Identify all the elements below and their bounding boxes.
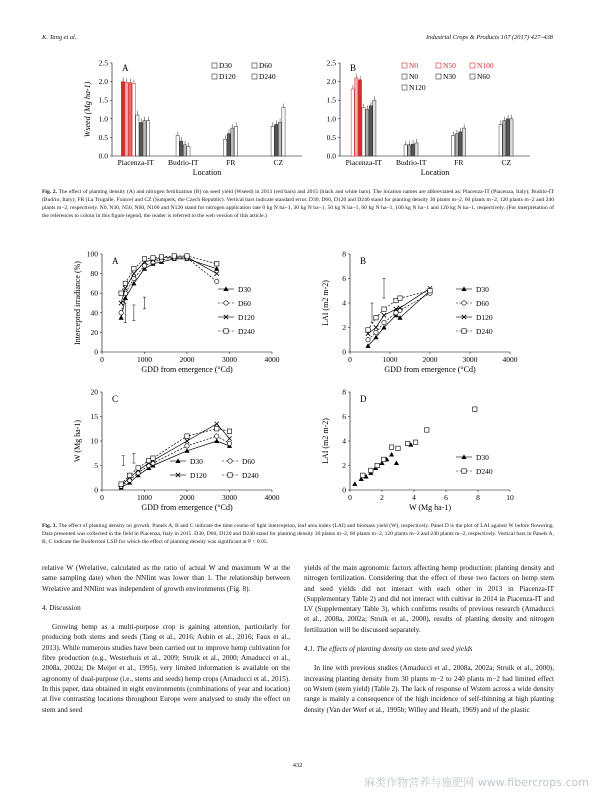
data-point: [123, 286, 127, 290]
x-tick-label: 1000: [137, 355, 152, 364]
data-point: [119, 482, 123, 486]
y-tick-label: 1.5: [98, 95, 108, 105]
lsd-bar: [132, 305, 135, 321]
data-point: [136, 466, 140, 470]
legend-label: D30: [238, 285, 251, 294]
section-heading: 4. Discussion: [42, 603, 81, 612]
bar: [271, 126, 274, 156]
x-tick-label: 1000: [382, 355, 398, 364]
y-tick-label: 80: [90, 269, 98, 279]
x-tick-label: 2000: [422, 355, 438, 364]
x-axis-label: GDD from emergence (°Cd): [384, 365, 476, 374]
figure-3-caption: [42, 522, 554, 546]
legend-label: D60: [259, 61, 272, 70]
data-point: [215, 422, 219, 426]
series-line: [121, 256, 217, 293]
x-tick-label: 10: [506, 493, 514, 502]
y-tick-label: 100: [86, 249, 98, 259]
data-point: [172, 254, 176, 258]
x-tick-label: 0: [348, 355, 352, 364]
bar: [503, 121, 506, 156]
category-label: Piacenza-IT: [117, 158, 154, 167]
legend-swatch: [402, 74, 407, 79]
legend-label: D30: [219, 61, 232, 70]
legend-label: D60: [476, 299, 489, 308]
data-point: [398, 308, 402, 312]
data-point: [185, 439, 189, 443]
data-point: [132, 267, 136, 271]
y-tick-label: 0.5: [326, 132, 336, 142]
fig3-panel-B: [321, 250, 518, 375]
data-point: [159, 255, 163, 259]
x-tick-label: 0: [100, 493, 104, 502]
data-point: [425, 428, 429, 432]
category-label: CZ: [501, 158, 512, 167]
legend-swatch: [402, 85, 407, 90]
legend: [212, 61, 276, 81]
category-label: Budrio-IT: [396, 158, 427, 167]
figure-2: [60, 48, 540, 188]
running-header-right: Industrial Crops & Products 107 (2017) 427–438: [426, 34, 553, 41]
data-point: [382, 320, 386, 324]
legend-label: D60: [238, 299, 251, 308]
data-point: [405, 441, 409, 445]
legend-label: D120: [219, 72, 236, 81]
panel-label: B: [360, 256, 367, 266]
lsd-bar: [383, 279, 386, 299]
bar: [139, 123, 142, 156]
data-point: [185, 444, 189, 448]
figure-2-caption-text: The effect of planting density (A) and nitrogen fertilization (B) on seed yield (Wseed) in 2013 (red bars) and 2015 (black and white bars). The location names are abbreviated as: Piacenza-IT (Piacenza, Italy); Budrio-IT (Budrio, Italy); FR (La Trugalle, France) and CZ (Sumperk, the Czech Republic). Vertical bars indicate standard error. D30, D60, D120 and D240 stand for planting density 30 plants m−2, 60 plants m−2, 120 plants m−2 and 240 plants m−2, respectively. N0, N30, N50, N60, N100 and N120 stand for nitrogen application rate 0 kg N ha−1, 30 kg N ha−1, 50 kg N ha−1, 60 kg N ha−1, 100 kg N ha−1 and 120 kg N ha−1, respectively. (For interpretation of the references to colour in this figure legend, the reader is referred to the web version of this article.): [42, 189, 554, 219]
x-tick-label: 2: [380, 493, 384, 502]
series-D240: [361, 407, 477, 478]
y-tick-label: 0.5: [98, 132, 108, 142]
lsd-bar: [122, 456, 125, 466]
fig3-panel-C: [73, 388, 280, 513]
legend-label: N0: [409, 72, 419, 81]
bar: [282, 108, 285, 156]
legend: [170, 457, 259, 480]
data-point: [413, 440, 417, 444]
x-tick-label: 0: [100, 355, 104, 364]
data-point: [119, 301, 123, 305]
legend-swatch: [470, 63, 475, 68]
bar: [452, 136, 455, 156]
y-tick-label: 2: [342, 461, 346, 470]
fig2-panel-A: [83, 59, 302, 178]
panel-label: A: [112, 256, 119, 266]
bar: [411, 144, 414, 156]
x-tick-label: 2000: [179, 355, 195, 364]
figure-3: [60, 240, 540, 522]
bar: [455, 134, 458, 156]
bar: [366, 110, 369, 157]
data-point: [394, 311, 398, 315]
data-point: [366, 328, 370, 332]
x-axis-label: GDD from emergence (°Cd): [141, 503, 233, 512]
bar: [415, 143, 418, 156]
legend-swatch: [470, 74, 475, 79]
data-point: [215, 262, 219, 266]
bar: [499, 124, 502, 156]
figure-2-caption-label: Fig. 2.: [42, 189, 57, 195]
y-tick-label: 8: [342, 387, 346, 397]
y-axis-label: Intercepted irradiance (%): [73, 261, 82, 345]
legend-swatch: [252, 63, 257, 68]
figure-3-caption-label: Fig. 3.: [42, 523, 57, 529]
y-axis-label: LAI (m2 m-2): [321, 280, 330, 326]
series-D30: [352, 442, 413, 486]
x-tick-label: 4000: [264, 355, 280, 364]
legend-label: N100: [477, 61, 494, 70]
legend: [402, 61, 494, 92]
x-tick-label: 3000: [222, 493, 237, 502]
data-point: [396, 446, 400, 450]
bar: [351, 89, 354, 156]
legend-label: N120: [409, 83, 426, 92]
bar: [373, 100, 376, 156]
bar: [187, 147, 190, 156]
x-tick-label: 4000: [502, 355, 518, 364]
legend-label: D30: [476, 285, 489, 294]
legend-label: D240: [238, 327, 255, 336]
y-axis-label: W (Mg ha-1): [73, 419, 82, 463]
data-point: [382, 307, 386, 311]
data-point: [462, 301, 466, 305]
data-point: [228, 473, 232, 477]
y-tick-label: 20: [90, 387, 98, 397]
data-point: [119, 311, 123, 315]
legend-swatch: [436, 63, 441, 68]
paragraph: relative W (Wrelative, calculated as the ratio of actual W and maximum W at the same sampling date) when the NNIint was lower than 1. The relationship between Wrelative and NNIint was independent of growth environments (Fig. 8).: [42, 564, 290, 593]
series-D30: [119, 438, 233, 489]
bar: [183, 145, 186, 156]
x-tick-label: 1000: [137, 493, 152, 502]
bar: [355, 78, 358, 156]
data-point: [119, 315, 124, 320]
figure-2-caption: [42, 188, 554, 220]
y-tick-label: 0: [342, 347, 346, 357]
lsd-bar: [143, 297, 146, 309]
legend: [456, 453, 493, 476]
legend-label: D240: [242, 471, 259, 480]
data-point: [361, 473, 365, 477]
x-tick-label: 3000: [222, 355, 237, 364]
bar: [510, 119, 513, 156]
legend-label: D120: [238, 313, 255, 322]
running-header-left: K. Tang et al.: [42, 34, 77, 41]
data-point: [375, 463, 379, 467]
bar: [224, 139, 227, 156]
data-point: [142, 257, 146, 261]
y-tick-label: 0.0: [98, 151, 108, 161]
data-point: [119, 291, 123, 295]
bar: [369, 106, 372, 156]
x-axis-label: Location: [192, 168, 222, 177]
legend: [456, 285, 493, 336]
x-tick-label: 4: [412, 493, 416, 502]
legend-swatch: [436, 74, 441, 79]
y-tick-label: 2.0: [326, 77, 336, 87]
data-point: [389, 452, 394, 457]
y-tick-label: 4: [342, 298, 346, 308]
x-axis-label: GDD from emergence (°Cd): [141, 365, 233, 374]
category-label: CZ: [273, 158, 284, 167]
bar: [362, 108, 365, 156]
data-point: [224, 329, 228, 333]
panel-label: A: [122, 63, 129, 73]
bar: [275, 124, 278, 156]
bar: [462, 128, 465, 156]
bar: [408, 145, 411, 156]
y-tick-label: 40: [90, 308, 98, 318]
y-tick-label: 8: [342, 249, 346, 259]
watermark: 麻类作物营养与施肥网 www.fibercrops.com: [364, 776, 589, 789]
data-point: [151, 456, 155, 460]
bar: [147, 121, 150, 156]
y-tick-label: 0: [94, 485, 98, 495]
data-point: [227, 436, 231, 440]
x-tick-label: 0: [348, 493, 352, 502]
data-point: [215, 434, 219, 438]
x-tick-label: 6: [444, 493, 448, 502]
y-tick-label: 15: [90, 412, 98, 421]
data-point: [352, 481, 357, 486]
x-tick-label: 8: [476, 493, 480, 502]
paragraph: yields of the main agronomic factors affecting hemp production: planting density and nitrogen fertilization. Considering that the effect of these two factors on hemp stem and seed yields did not interact with each other in 2013 in Piacenza-IT (Supplementary Table 2) and did not interact with cultivar in 2014 in Piacenza-IT and LV (Supplementary Table 3), which confirms results of previous research (Amaducci et al., 2008a, 2002a; Struik et al., 2000), results of planting density and nitrogen fertilization will be discussed separately.: [304, 564, 554, 634]
paragraph: In line with previous studies (Amaducci et al., 2008a, 2002a; Struik et al., 2000), increasing planting density from 30 plants m−2 to 240 plants m−2 had limited effect on Wstem (stem yield) (Table 2). The lack of response of Wstem across a wide density range is mainly a consequence of the high incidence of self-thinning at high planting density (Van der Werf et al., 1995b; Willey and Heath, 1969) and of the plastic: [304, 664, 554, 714]
y-tick-label: 2.0: [98, 77, 108, 87]
y-axis-label: LAI (m2 m-2): [321, 418, 330, 464]
category-label: FR: [454, 158, 464, 167]
y-tick-label: 0: [342, 485, 346, 495]
bar: [404, 145, 407, 156]
bar: [143, 121, 146, 156]
data-point: [151, 256, 155, 260]
fig3-panel-D: [321, 388, 514, 513]
figure-3-caption-text: The effect of planting density on growth. Panels A, B and C indicate the time course of light interception, leaf area index (LAI) and biomass yield (W), respectively. Panel D is the plot of LAI against W before flowering. Data presented was collected in the field in Piacenza, Italy in 2015. D30, D60, D120 and D240 stand for planting density 30 plants m−2, 60 plants m−2, 120 plants m−2 and 240 plants m−2, respectively. Vertical bars in Panels A, B, C indicate the Bonferroni LSD for which the effect of planting density was significant at P < 0.05.: [42, 523, 554, 545]
x-tick-label: 4000: [264, 493, 280, 502]
y-tick-label: 60: [90, 288, 98, 298]
bar: [506, 119, 509, 156]
left-column: [42, 563, 290, 715]
y-tick-label: 0.0: [326, 151, 336, 161]
data-point: [131, 281, 136, 286]
bar: [121, 82, 124, 156]
data-point: [374, 316, 378, 320]
bar: [358, 80, 361, 156]
legend-label: D120: [190, 471, 207, 480]
data-point: [398, 296, 402, 300]
legend-swatch: [212, 63, 217, 68]
x-tick-label: 3000: [462, 355, 478, 364]
x-axis-label: W (Mg ha-1): [408, 503, 452, 512]
y-tick-label: 0: [94, 347, 98, 357]
legend-swatch: [252, 74, 257, 79]
bar: [132, 83, 135, 156]
legend-label: D120: [476, 313, 493, 322]
data-point: [227, 441, 231, 445]
data-point: [374, 330, 378, 334]
panel-label: B: [350, 63, 357, 73]
y-tick-label: 2: [342, 323, 346, 332]
y-tick-label: 1.0: [326, 114, 336, 124]
bar: [459, 132, 462, 156]
data-point: [185, 254, 189, 258]
data-point: [123, 281, 127, 285]
lsd-bar: [124, 303, 127, 323]
data-point: [369, 468, 373, 472]
data-point: [428, 289, 432, 293]
panel-label: D: [360, 394, 367, 404]
legend-label: N60: [477, 72, 490, 81]
bar: [231, 128, 234, 156]
data-point: [215, 271, 219, 275]
y-tick-label: 2.5: [326, 58, 336, 68]
data-point: [228, 459, 232, 463]
data-point: [214, 438, 219, 443]
legend-swatch: [212, 74, 217, 79]
panel-label: C: [112, 394, 119, 404]
y-tick-label: 10: [90, 436, 98, 446]
bar: [278, 123, 281, 156]
bar: [136, 115, 139, 156]
legend-label: N50: [443, 61, 456, 70]
y-tick-label: 4: [342, 436, 346, 446]
right-column: [304, 563, 554, 715]
data-point: [224, 301, 228, 305]
y-tick-label: 5: [94, 461, 98, 470]
legend-label: D240: [259, 72, 276, 81]
category-label: Piacenza-IT: [345, 158, 382, 167]
data-point: [382, 313, 386, 317]
data-point: [462, 329, 466, 333]
legend-label: D30: [476, 453, 489, 462]
subsection-heading: 4.1. The effects of planting density on stem and seed yields: [304, 645, 473, 654]
data-point: [142, 264, 146, 268]
data-point: [215, 279, 219, 283]
bar: [125, 82, 128, 156]
page-number: 432: [292, 762, 303, 769]
data-point: [473, 407, 477, 411]
y-tick-label: 1.5: [326, 95, 336, 105]
x-axis-label: Location: [420, 168, 450, 177]
bar: [227, 134, 230, 156]
x-tick-label: 2000: [179, 493, 195, 502]
y-tick-label: 1.0: [98, 114, 108, 124]
fig3-panel-A: [73, 250, 280, 375]
data-point: [381, 457, 385, 461]
legend-label: D240: [476, 467, 493, 476]
fig2-panel-B: [327, 59, 530, 178]
bar: [180, 141, 183, 156]
category-label: Budrio-IT: [168, 158, 199, 167]
data-point: [394, 460, 399, 465]
data-point: [123, 296, 128, 301]
data-point: [132, 271, 136, 275]
data-point: [147, 458, 151, 462]
paragraph: Growing hemp as a multi-purpose crop is gaining attention, particularly for producing both stems and seeds (Tang et al., 2016; Aubin et al., 2016; Faux et al., 2013). While numerous studies have been carried out to improve hemp cultivation for fibre production (e.g., Westerhuis et al., 2009; Struik et al., 2000; Amaducci et al., 2008a, 2002a; De Meijer et al., 1995), very limited information is available on the agronomy of dual-purpose (i.e., stems and seeds) hemp crops (Amaducci et al., 2015). In this paper, data obtained in eight environments (combinations of year and location) at five contrasting locations throughout Europe were analysed to study the effect on stem and seed: [42, 623, 290, 714]
legend-label: D240: [476, 327, 493, 336]
data-point: [374, 325, 378, 329]
lsd-bar: [371, 303, 374, 323]
data-point: [389, 445, 393, 449]
legend-swatch: [402, 63, 407, 68]
bar: [234, 126, 237, 156]
lsd-bar: [132, 453, 135, 463]
y-tick-label: 6: [342, 274, 346, 283]
data-point: [185, 434, 189, 438]
legend: [218, 285, 255, 336]
y-tick-label: 2.5: [98, 58, 108, 68]
bar: [176, 136, 179, 156]
data-point: [366, 338, 370, 342]
y-tick-label: 20: [90, 327, 98, 337]
data-point: [215, 427, 219, 431]
bar: [129, 83, 132, 156]
data-point: [227, 429, 231, 433]
legend-label: N0: [409, 61, 419, 70]
data-point: [462, 469, 466, 473]
legend-label: D30: [190, 457, 203, 466]
legend-label: N30: [443, 72, 456, 81]
legend-label: D60: [242, 457, 255, 466]
y-axis-label: Wseed (Mg ha-1): [83, 81, 92, 138]
y-tick-label: 6: [342, 412, 346, 421]
data-point: [127, 473, 131, 477]
category-label: FR: [226, 158, 236, 167]
